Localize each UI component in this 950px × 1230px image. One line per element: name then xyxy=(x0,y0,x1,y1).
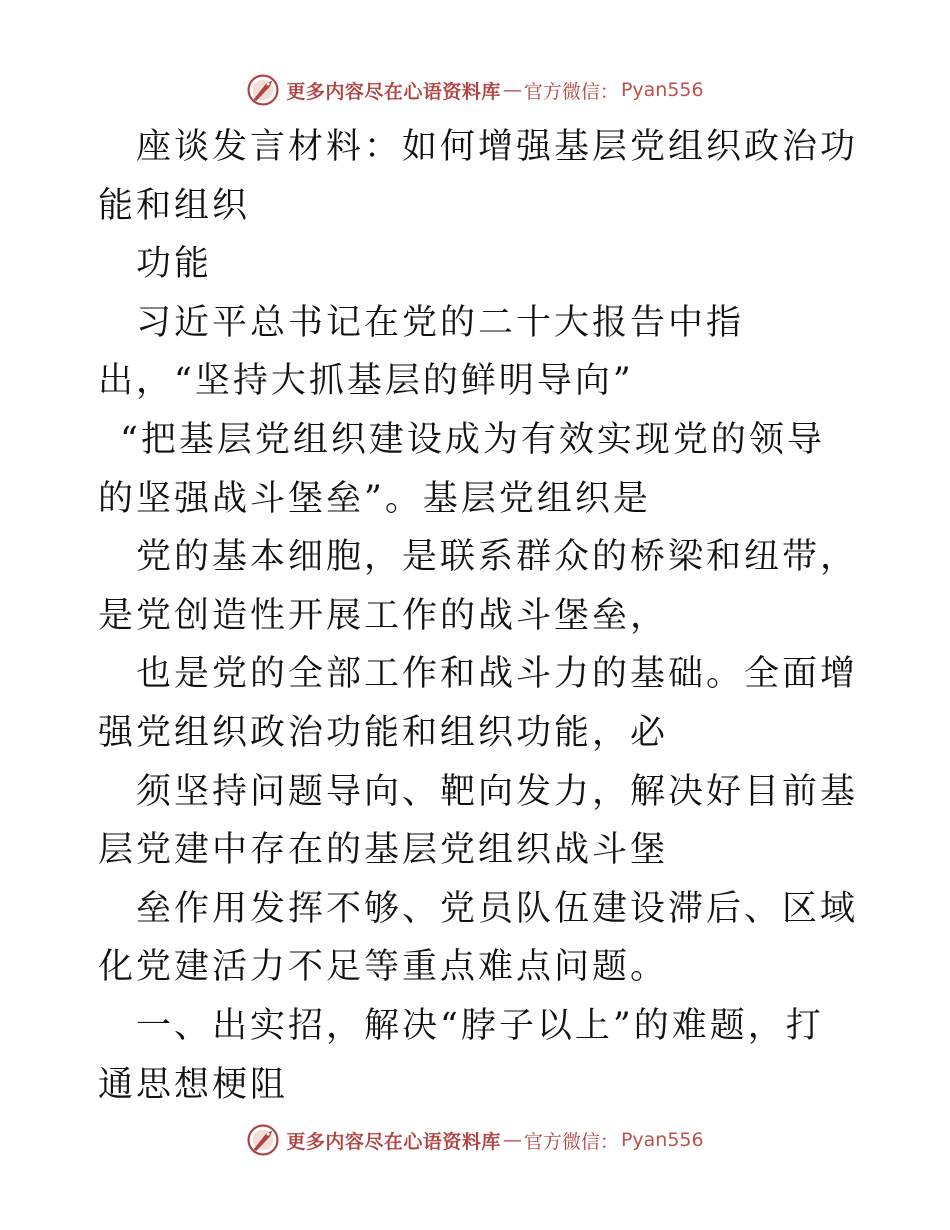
header-wechat-label: 官方微信： xyxy=(523,80,619,103)
footer-wechat-label: 官方微信： xyxy=(523,1130,619,1153)
section-heading-one: 一、出实招，解决“脖子以上”的难题，打通思想梗阻 xyxy=(98,1005,824,1105)
header-separator: — xyxy=(502,79,522,101)
pen-nib-logo-icon xyxy=(246,73,280,107)
paragraph-intro: 习近平总书记在党的二十大报告中指出，“坚持大抓基层的鲜明导向” xyxy=(98,302,745,402)
paragraph-foundation: 也是党的全部工作和战斗力的基础。全面增强党组织政治功能和组织功能，必 xyxy=(98,654,859,753)
pen-nib-logo-icon xyxy=(246,1123,280,1157)
paragraph-title-cont: 功能 xyxy=(136,244,213,285)
paragraph-key-problems: 垒作用发挥不够、党员队伍建设滞后、区域化党建活力不足等重点难点问题。 xyxy=(98,888,859,988)
header-main-text: 更多内容尽在心语资料库 xyxy=(286,80,501,103)
paragraph-quote: “把基层党组织建设成为有效实现党的领导的坚强战斗堡垒”。基层党组织是 xyxy=(98,419,825,519)
header-wechat-id: Pyan556 xyxy=(620,79,704,101)
paragraph-basic-cell: 党的基本细胞，是联系群众的桥梁和纽带，是党创造性开展工作的战斗堡垒， xyxy=(98,537,859,636)
paragraph-problem-oriented: 须坚持问题导向、靶向发力，解决好目前基层党建中存在的基层党组织战斗堡 xyxy=(98,771,859,871)
footer-wechat-id: Pyan556 xyxy=(620,1129,704,1151)
document-body xyxy=(98,118,858,1114)
footer-separator: — xyxy=(502,1129,522,1151)
footer-banner xyxy=(0,1120,950,1160)
footer-main-text: 更多内容尽在心语资料库 xyxy=(286,1130,501,1153)
paragraph-title: 座谈发言材料：如何增强基层党组织政治功能和组织 xyxy=(98,127,859,226)
header-banner xyxy=(0,70,950,110)
